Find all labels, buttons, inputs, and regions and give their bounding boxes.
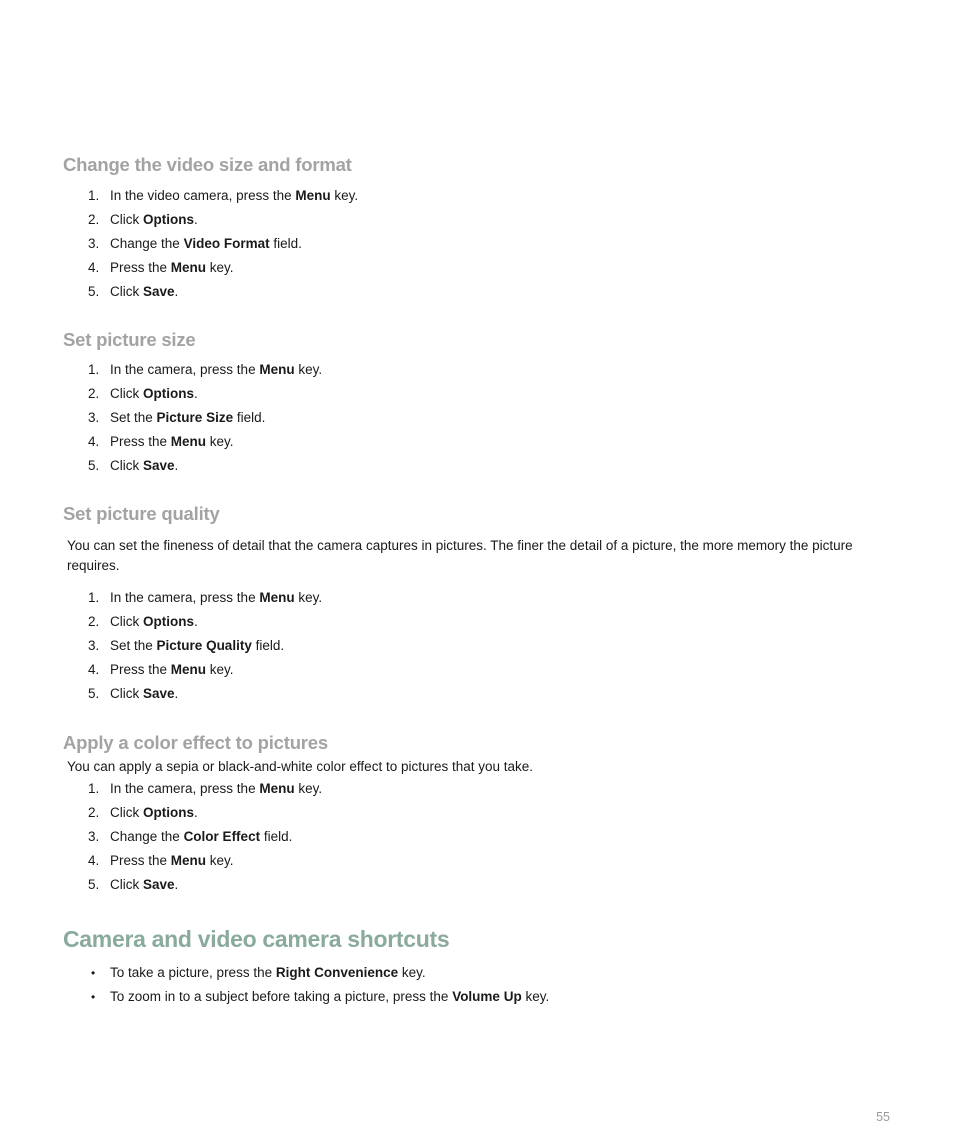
item-keyword: Right Convenience <box>275 965 399 980</box>
step-text: Change the <box>110 236 184 251</box>
list-item <box>63 634 893 658</box>
step-text: . <box>174 877 179 892</box>
step-number: 5. <box>88 458 100 473</box>
step-text: Press the <box>110 662 171 677</box>
list-item <box>63 208 893 232</box>
step-text: . <box>194 614 198 629</box>
list-item <box>63 777 893 801</box>
step-text: . <box>194 212 198 227</box>
section-color-effect <box>63 731 893 897</box>
step-keyword: Options <box>143 212 194 227</box>
step-number: 3. <box>88 829 100 844</box>
section-intro: You can apply a sepia or black-and-white color effect to pictures that you take. <box>67 759 534 774</box>
step-text: . <box>194 805 198 820</box>
step-number: 4. <box>88 260 100 275</box>
list-item <box>63 873 893 897</box>
step-keyword: Menu <box>259 362 295 377</box>
step-text: Press the <box>110 853 171 868</box>
step-text: . <box>194 386 198 401</box>
step-text: Click <box>110 212 143 227</box>
step-number: 4. <box>88 662 100 677</box>
section-heading: Set picture size <box>63 329 196 350</box>
step-keyword: Options <box>143 614 194 629</box>
list-item <box>63 430 893 454</box>
section-intro: You can set the fineness of detail that the camera captures in pictures. The finer the detail of a picture, the more memory the picture requires. <box>67 538 853 573</box>
list-item <box>63 610 893 634</box>
step-text: key. <box>206 260 234 275</box>
steps-list <box>63 777 893 897</box>
list-item <box>63 682 893 706</box>
step-text: Click <box>110 686 143 701</box>
step-number: 3. <box>88 410 100 425</box>
step-text: Click <box>110 805 143 820</box>
step-keyword: Menu <box>259 590 295 605</box>
step-text: In the camera, press the <box>110 590 260 605</box>
step-number: 2. <box>88 805 100 820</box>
section-heading: Set picture quality <box>63 503 220 524</box>
step-number: 3. <box>88 236 100 251</box>
list-item <box>63 961 893 985</box>
item-text: key. <box>398 965 426 980</box>
step-number: 1. <box>88 590 100 605</box>
step-text: . <box>174 284 179 299</box>
list-item <box>63 382 893 406</box>
step-number: 1. <box>88 362 100 377</box>
step-keyword: Menu <box>295 188 331 203</box>
main-heading: Camera and video camera shortcuts <box>63 926 450 952</box>
list-item <box>63 358 893 382</box>
step-text: Click <box>110 614 143 629</box>
step-keyword: Video Format <box>183 236 270 251</box>
bullet-icon: • <box>91 990 96 1004</box>
step-keyword: Save <box>143 284 175 299</box>
step-text: . <box>174 686 179 701</box>
step-number: 4. <box>88 853 100 868</box>
step-text: In the video camera, press the <box>110 188 296 203</box>
step-keyword: Picture Quality <box>156 638 252 653</box>
step-keyword: Save <box>143 458 175 473</box>
step-number: 5. <box>88 877 100 892</box>
step-keyword: Options <box>143 386 194 401</box>
step-text: In the camera, press the <box>110 781 260 796</box>
step-keyword: Menu <box>170 662 207 677</box>
step-text: field. <box>251 638 285 653</box>
step-text: key. <box>206 853 234 868</box>
step-text: Click <box>110 877 143 892</box>
step-number: 5. <box>88 284 100 299</box>
step-text: In the camera, press the <box>110 362 260 377</box>
section-heading: Change the video size and format <box>63 154 352 175</box>
list-item <box>63 658 893 682</box>
step-number: 1. <box>88 781 100 796</box>
list-item <box>63 801 893 825</box>
step-text: field. <box>233 410 266 425</box>
list-item <box>63 985 893 1009</box>
step-number: 4. <box>88 434 100 449</box>
section-picture-size <box>63 328 893 478</box>
step-number: 2. <box>88 212 100 227</box>
item-text: To take a picture, press the <box>110 965 276 980</box>
step-keyword: Save <box>143 686 175 701</box>
step-text: Click <box>110 458 143 473</box>
step-keyword: Picture Size <box>156 410 234 425</box>
step-text: Change the <box>110 829 184 844</box>
step-number: 1. <box>88 188 100 203</box>
step-keyword: Menu <box>170 260 207 275</box>
steps-list <box>63 184 893 304</box>
step-text: field. <box>260 829 293 844</box>
steps-list <box>63 586 893 706</box>
step-number: 2. <box>88 386 100 401</box>
shortcuts-list <box>63 961 893 1009</box>
list-item <box>63 184 893 208</box>
item-keyword: Volume Up <box>452 989 522 1004</box>
step-text: Press the <box>110 434 171 449</box>
steps-list <box>63 358 893 478</box>
step-text: Press the <box>110 260 171 275</box>
step-text: Set the <box>110 638 157 653</box>
step-text: key. <box>294 362 323 377</box>
step-text: . <box>174 458 179 473</box>
list-item <box>63 280 893 304</box>
step-number: 2. <box>88 614 100 629</box>
page-number: 55 <box>876 1110 890 1124</box>
list-item <box>63 454 893 478</box>
step-keyword: Menu <box>170 853 207 868</box>
list-item <box>63 406 893 430</box>
step-text: key. <box>294 590 323 605</box>
step-text: key. <box>330 188 359 203</box>
step-keyword: Save <box>143 877 175 892</box>
section-shortcuts <box>63 924 893 1009</box>
list-item <box>63 232 893 256</box>
step-number: 5. <box>88 686 100 701</box>
step-text: Click <box>110 284 143 299</box>
item-text: To zoom in to a subject before taking a picture, press the <box>110 989 453 1004</box>
step-number: 3. <box>88 638 100 653</box>
step-keyword: Menu <box>170 434 207 449</box>
step-text: field. <box>269 236 302 251</box>
list-item <box>63 256 893 280</box>
bullet-icon: • <box>91 966 96 980</box>
step-text: key. <box>206 434 234 449</box>
step-keyword: Menu <box>259 781 295 796</box>
list-item <box>63 586 893 610</box>
item-text: key. <box>521 989 550 1004</box>
list-item <box>63 849 893 873</box>
step-text: key. <box>294 781 323 796</box>
step-keyword: Color Effect <box>183 829 261 844</box>
step-keyword: Options <box>143 805 194 820</box>
list-item <box>63 825 893 849</box>
section-picture-quality <box>63 502 893 706</box>
step-text: Click <box>110 386 143 401</box>
section-heading: Apply a color effect to pictures <box>63 732 328 753</box>
step-text: Set the <box>110 410 157 425</box>
step-text: key. <box>206 662 234 677</box>
section-video-size-format <box>63 153 893 304</box>
